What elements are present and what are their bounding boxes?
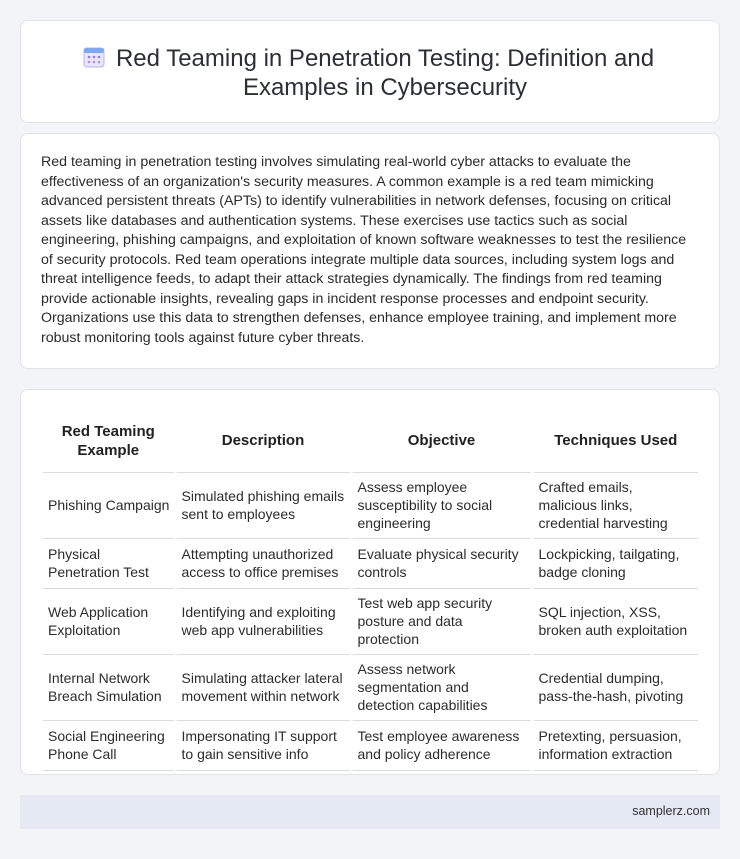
cell-objective: Test employee awareness and policy adherence [351, 720, 532, 770]
cell-example: Internal Network Breach Simulation [43, 654, 175, 720]
summary-paragraph: Red teaming in penetration testing involves simulating real-world cyber attacks to evaluate the effectiveness of an organization's security measures. A common example is a red team mimicking advanced persistent threats (APTs) to identify vulnerabilities in network defenses, focusing on critical assets like databases and authentication systems. These exercises use tactics such as social engineering, phishing campaigns, and exploitation of known software weaknesses to test the resilience of security protocols. Red team operations integrate multiple data sources, including system logs and threat intelligence feeds, to adapt their attack strategies dynamically. The findings from red teaming provide actionable insights, revealing gaps in incident response processes and endpoint security. Organizations use this data to strengthen defenses, enhance employee training, and implement more robust monitoring tools against future cyber threats. [41, 154, 687, 346]
cell-description: Impersonating IT support to gain sensitive info [175, 720, 351, 770]
cell-techniques: SQL injection, XSS, broken auth exploitation [532, 588, 698, 654]
cell-objective: Assess network segmentation and detection capabilities [351, 654, 532, 720]
cell-description: Attempting unauthorized access to office premises [175, 538, 351, 588]
table-row [43, 472, 698, 538]
cell-description: Simulating attacker lateral movement within network [175, 654, 351, 720]
cell-techniques: Crafted emails, malicious links, credential harvesting [532, 472, 698, 538]
table-row [43, 588, 698, 654]
footer-site-link[interactable]: samplerz.com [632, 804, 710, 818]
cell-example: Physical Penetration Test [43, 538, 175, 588]
cell-description: Simulated phishing emails sent to employees [175, 472, 351, 538]
cell-objective: Evaluate physical security controls [351, 538, 532, 588]
cell-example: Social Engineering Phone Call [43, 720, 175, 770]
cell-techniques: Pretexting, persuasion, information extraction [532, 720, 698, 770]
cell-techniques: Credential dumping, pass-the-hash, pivoting [532, 654, 698, 720]
cell-techniques: Lockpicking, tailgating, badge cloning [532, 538, 698, 588]
footer-bar [20, 795, 720, 829]
title-card [20, 20, 720, 123]
cell-objective: Test web app security posture and data protection [351, 588, 532, 654]
header-techniques: Techniques Used [532, 410, 698, 472]
header-description: Description [175, 410, 351, 472]
table-header-row [43, 410, 698, 472]
cell-objective: Assess employee susceptibility to social engineering [351, 472, 532, 538]
header-objective: Objective [351, 410, 532, 472]
cell-example: Web Application Exploitation [43, 588, 175, 654]
table-card [20, 389, 720, 775]
table-row [43, 538, 698, 588]
table-row [43, 654, 698, 720]
cell-example: Phishing Campaign [43, 472, 175, 538]
table-row [43, 720, 698, 770]
red-teaming-table [43, 410, 698, 771]
page-title: Red Teaming in Penetration Testing: Definition and Examples in Cybersecurity [115, 45, 655, 101]
cell-description: Identifying and exploiting web app vulnerabilities [175, 588, 351, 654]
summary-card [20, 133, 720, 369]
header-example: Red Teaming Example [43, 410, 175, 472]
